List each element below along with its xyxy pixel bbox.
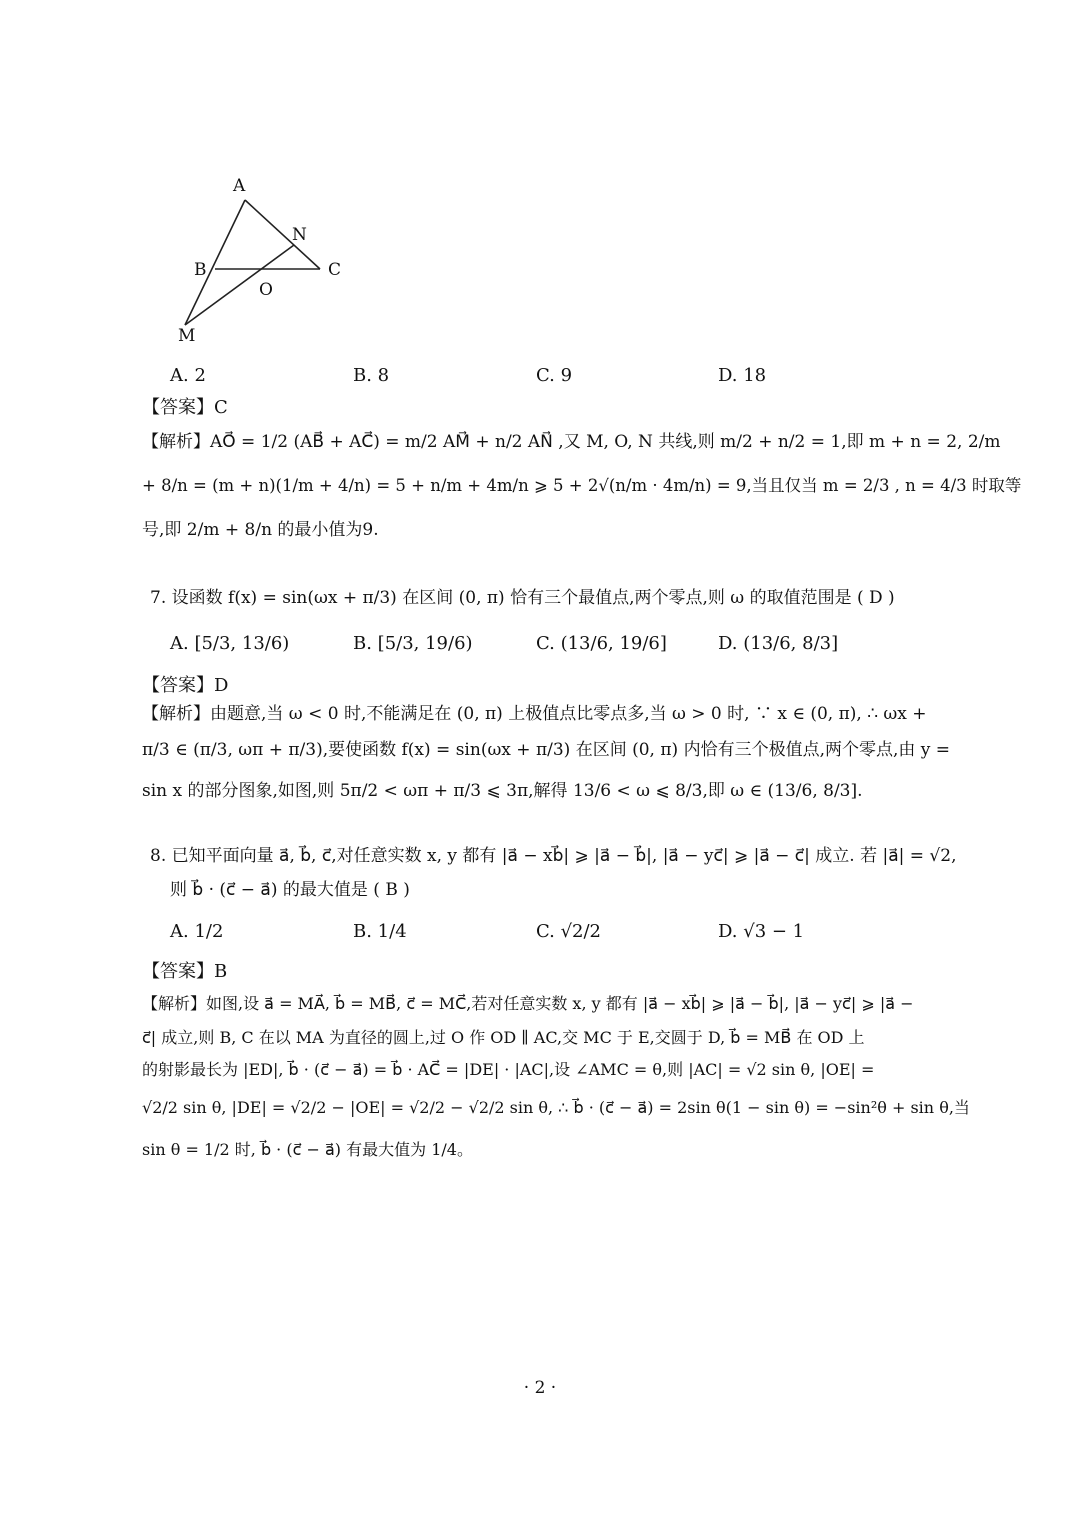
q7-analysis-line-1: 【解析】由题意,当 ω < 0 时,不能满足在 (0, π) 上极值点比零点多,当 ω > 0 时, ∵ x ∈ (0, π), ∴ ωx + [142, 704, 927, 724]
triangle-figure [170, 170, 360, 350]
label-M: M [178, 326, 196, 346]
page-number: · 2 · [523, 1378, 557, 1398]
q8-option-d: D. √3 − 1 [718, 921, 805, 942]
q8-option-b: B. 1/4 [353, 921, 407, 942]
q7-option-c: C. (13/6, 19/6] [536, 633, 667, 654]
q6-option-c: C. 9 [536, 365, 573, 386]
label-A: A [233, 176, 246, 196]
q8-answer: 【答案】B [142, 961, 228, 982]
q7-answer: 【答案】D [142, 675, 229, 696]
q6-option-a: A. 2 [170, 365, 206, 386]
segment-MN [185, 245, 294, 325]
q8-option-c: C. √2/2 [536, 921, 602, 942]
q8-analysis-line-5: sin θ = 1/2 时, b⃗ · (c⃗ − a⃗) 有最大值为 1/4。 [142, 1140, 473, 1159]
q7-option-b: B. [5/3, 19/6) [353, 633, 473, 654]
q7-option-a: A. [5/3, 13/6) [170, 633, 290, 654]
q6-answer: 【答案】C [142, 397, 228, 418]
label-C: C [328, 260, 342, 280]
q6-option-b: B. 8 [353, 365, 390, 386]
q6-analysis-line-3: 号,即 2/m + 8/n 的最小值为9. [142, 520, 379, 540]
label-O: O [259, 280, 273, 300]
q7-analysis-line-2: π/3 ∈ (π/3, ωπ + π/3),要使函数 f(x) = sin(ωx + π/3) 在区间 (0, π) 内恰有三个极值点,两个零点,由 y = [142, 740, 951, 760]
q8-analysis-line-3: 的射影最长为 |ED|, b⃗ · (c⃗ − a⃗) = b⃗ · AC⃗ = |DE| · |AC|,设 ∠AMC = θ,则 |AC| = √2 sin θ, |OE| = [142, 1060, 875, 1079]
q8-question-line-1: 8. 已知平面向量 a⃗, b⃗, c⃗,对任意实数 x, y 都有 |a⃗ − xb⃗| ⩾ |a⃗ − b⃗|, |a⃗ − yc⃗| ⩾ |a⃗ − c⃗| 成立. 若 |a⃗| = √2, [150, 846, 957, 866]
q7-question: 7. 设函数 f(x) = sin(ωx + π/3) 在区间 (0, π) 恰有三个最值点,两个零点,则 ω 的取值范围是 ( D ) [150, 588, 895, 608]
q6-analysis-line-2: + 8/n = (m + n)(1/m + 4/n) = 5 + n/m + 4m/n ⩾ 5 + 2√(n/m · 4m/n) = 9,当且仅当 m = 2/3 , n = 4/3 时取等 [142, 476, 1022, 495]
q8-analysis-line-2: c⃗| 成立,则 B, C 在以 MA 为直径的圆上,过 O 作 OD ∥ AC,交 MC 于 E,交圆于 D, b⃗ = MB⃗ 在 OD 上 [142, 1028, 865, 1047]
q8-analysis-line-4: √2/2 sin θ, |DE| = √2/2 − |OE| = √2/2 − √2/2 sin θ, ∴ b⃗ · (c⃗ − a⃗) = 2sin θ(1 − sin θ) = −sin²θ + sin θ,当 [142, 1098, 970, 1117]
q8-option-a: A. 1/2 [170, 921, 224, 942]
q7-option-d: D. (13/6, 8/3] [718, 633, 839, 654]
q8-analysis-line-1: 【解析】如图,设 a⃗ = MA⃗, b⃗ = MB⃗, c⃗ = MC⃗,若对任意实数 x, y 都有 |a⃗ − xb⃗| ⩾ |a⃗ − b⃗|, |a⃗ − yc⃗| ⩾ |a⃗ − [142, 994, 914, 1013]
q6-option-d: D. 18 [718, 365, 767, 386]
label-N: N [292, 225, 307, 245]
label-B: B [194, 260, 207, 280]
q8-question-line-2: 则 b⃗ · (c⃗ − a⃗) 的最大值是 ( B ) [170, 880, 410, 900]
side-AC [245, 200, 320, 269]
q7-analysis-line-3: sin x 的部分图象,如图,则 5π/2 < ωπ + π/3 ⩽ 3π,解得 13/6 < ω ⩽ 8/3,即 ω ∈ (13/6, 8/3]. [142, 781, 863, 801]
q6-analysis-line-1: 【解析】AO⃗ = 1/2 (AB⃗ + AC⃗) = m/2 AM⃗ + n/2 AN⃗ ,又 M, O, N 共线,则 m/2 + n/2 = 1,即 m + n = 2, 2/m [142, 432, 1001, 452]
